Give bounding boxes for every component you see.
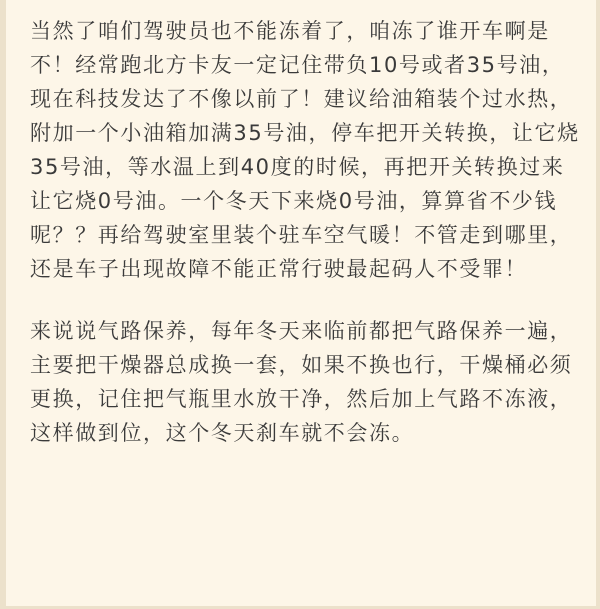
paragraph-driver-tips: 当然了咱们驾驶员也不能冻着了，咱冻了谁开车啊是不！经常跑北方卡友一定记住带负10号或者35号油，现在科技发达了不像以前了！建议给油箱装个过水热，附加一个小油箱加满35号油，停车把开关转换，让它烧35号油，等水温上到40度的时候，再把开关转换过来让它烧0号油。一个冬天下来烧0号油，算算省不少钱呢？？再给驾驶室里装个驻车空气暖！不管走到哪里，还是车子出现故障不能正常行驶最起码人不受罪！ [30,19,580,281]
paragraph-air-brake-maintenance: 来说说气路保养，每年冬天来临前都把气路保养一遍，主要把干燥器总成换一套，如果不换也行，干燥桶必须更换，记住把气瓶里水放干净，然后加上气路不冻液，这样做到位，这个冬天刹车就不会冻。 [30,319,573,445]
article-body [30,14,580,450]
